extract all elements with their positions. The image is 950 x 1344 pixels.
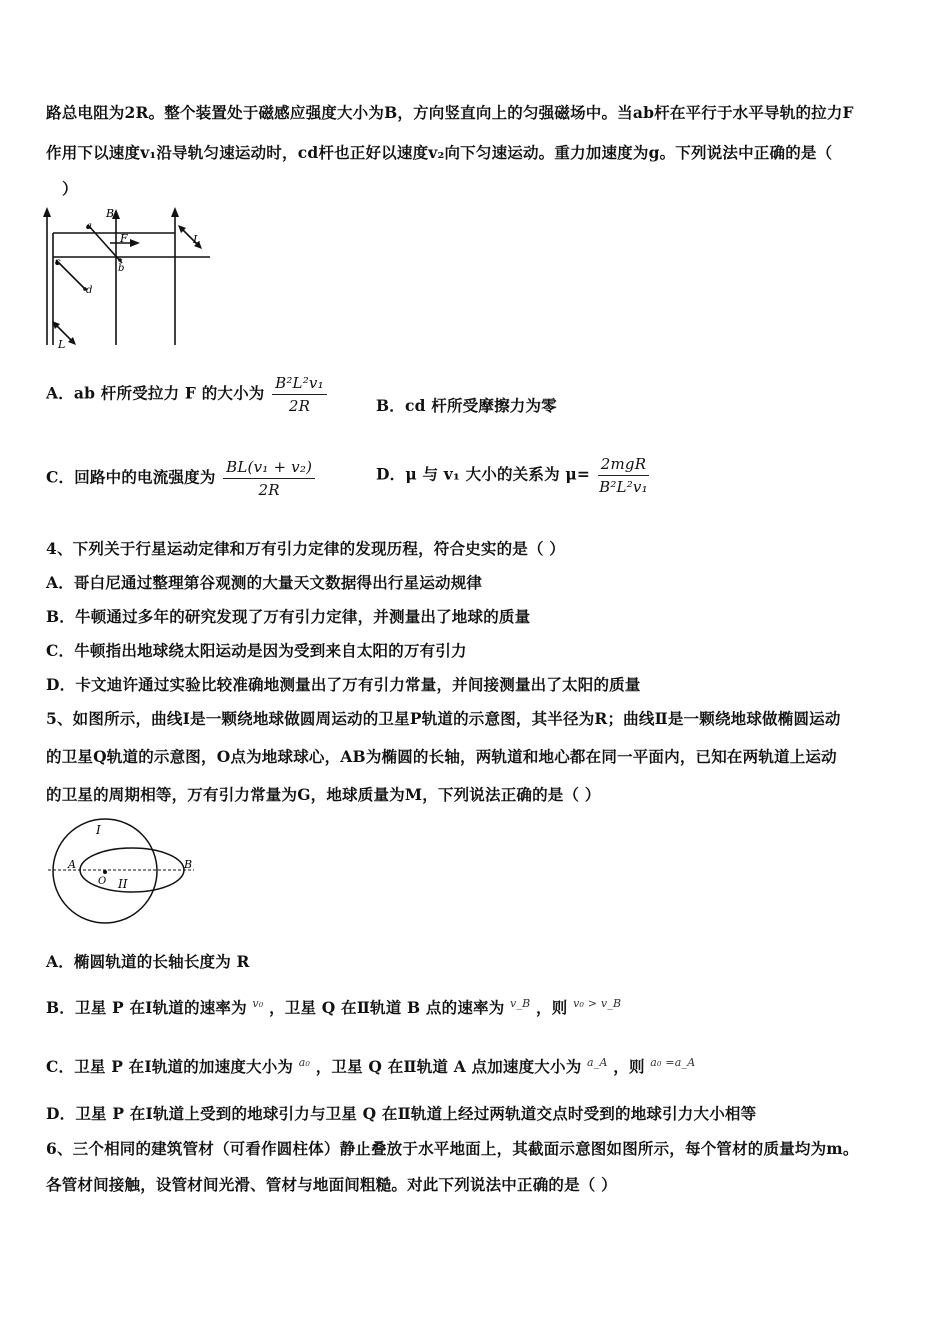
q5-option-c-a0: a₀	[298, 1055, 311, 1069]
q3-line-2: 作用下以速度v₁沿导轨匀速运动时，cd杆也正好以速度v₂向下匀速运动。重力加速度为g。下列说法中正确的是（	[46, 143, 833, 162]
q4-stem: 4、下列关于行星运动定律和万有引力定律的发现历程，符合史实的是（ ）	[46, 539, 565, 558]
q5-line-1: 5、如图所示，曲线Ⅰ是一颗绕地球做圆周运动的卫星P轨道的示意图，其半径为R；曲线Ⅱ是一颗绕地球做椭圆运动	[46, 709, 841, 728]
q6-line-1: 6、三个相同的建筑管材（可看作圆柱体）静止叠放于水平地面上，其截面示意图如图所示，每个管材的质量均为m。	[46, 1139, 859, 1158]
q5-line-2: 的卫星Q轨道的示意图，O点为地球球心，AB为椭圆的长轴，两轨道和地心都在同一平面内，已知在两轨道上运动	[46, 747, 837, 766]
fraction-numerator: 2mgR	[598, 453, 649, 476]
label-a: a	[86, 221, 92, 232]
q5-option-b-relation: v₀ > v_B	[573, 996, 622, 1010]
fraction-numerator: B²L²v₁	[272, 372, 327, 395]
q5-option-a: A．椭圆轨道的长轴长度为 R	[46, 952, 250, 971]
q3-option-d-fraction	[598, 453, 649, 498]
q5-option-c-aa: a_A	[587, 1055, 608, 1069]
label-b: b	[118, 263, 125, 274]
q5-option-b-vb: v_B	[510, 996, 531, 1010]
q4-option-d: D．卡文迪许通过实验比较准确地测量出了万有引力常量，并间接测量出了太阳的质量	[46, 675, 641, 694]
q5-option-b	[46, 996, 621, 1018]
label-L-bottom: L	[58, 338, 66, 351]
label-orbit-I: I	[96, 823, 101, 837]
q5-option-c-post: ，则	[613, 1057, 645, 1076]
q3-option-a	[46, 372, 329, 417]
q5-orbit-diagram	[46, 818, 206, 928]
q5-option-b-prefix: B．卫星 P 在Ⅰ轨道的速率为	[46, 998, 247, 1017]
label-B: B	[106, 207, 115, 220]
q5-option-c-prefix: C．卫星 P 在Ⅰ轨道的加速度大小为	[46, 1057, 294, 1076]
label-B: B	[184, 858, 193, 871]
fraction-denominator: 2R	[258, 481, 280, 499]
q5-option-c	[46, 1055, 695, 1077]
q4-option-b: B．牛顿通过多年的研究发现了万有引力定律，并测量出了地球的质量	[46, 607, 531, 626]
q5-option-d: D．卫星 P 在Ⅰ轨道上受到的地球引力与卫星 Q 在Ⅱ轨道上经过两轨道交点时受到的地球引力大小相等	[46, 1104, 757, 1123]
q5-option-b-post: ，则	[536, 998, 568, 1017]
fraction-numerator: BL(v₁ + v₂)	[223, 456, 315, 479]
fraction-denominator: 2R	[288, 397, 311, 415]
q3-option-a-fraction	[272, 372, 327, 417]
q3-option-d-text: D．μ 与 v₁ 大小的关系为 μ=	[376, 464, 591, 484]
q5-option-b-v0: v₀	[252, 996, 264, 1010]
q4-option-a: A．哥白尼通过整理第谷观测的大量天文数据得出行星运动规律	[46, 573, 483, 592]
label-c: c	[55, 257, 61, 268]
label-L-top: L	[193, 233, 201, 246]
q5-option-c-mid: ，卫星 Q 在Ⅱ轨道 A 点加速度大小为	[315, 1057, 582, 1076]
q3-rail-diagram	[40, 205, 220, 355]
q6-line-2: 各管材间接触，设管材间光滑、管材与地面间粗糙。对此下列说法中正确的是（ ）	[46, 1175, 617, 1194]
label-d: d	[86, 285, 93, 296]
q3-option-c-fraction	[223, 456, 315, 501]
q3-option-a-text: A．ab 杆所受拉力 F 的大小为	[46, 383, 265, 403]
q3-line-1: 路总电阻为2R。整个装置处于磁感应强度大小为B，方向竖直向上的匀强磁场中。当ab杆在平行于水平导轨的拉力F	[46, 103, 854, 122]
q3-option-c	[46, 456, 317, 501]
label-orbit-II: II	[118, 877, 128, 891]
label-O: O	[98, 876, 107, 887]
q5-line-3: 的卫星的周期相等，万有引力常量为G，地球质量为M，下列说法正确的是（ ）	[46, 785, 601, 804]
label-F: F	[120, 232, 128, 245]
q3-line-3: ）	[62, 179, 78, 198]
q5-option-b-mid: ，卫星 Q 在Ⅱ轨道 B 点的速率为	[269, 998, 505, 1017]
label-A: A	[68, 858, 76, 871]
q3-option-b: B．cd 杆所受摩擦力为零	[376, 396, 557, 415]
q3-option-d	[376, 453, 651, 498]
q5-option-c-relation: a₀ =a_A	[650, 1055, 696, 1069]
fraction-denominator: B²L²v₁	[599, 478, 648, 496]
q3-option-c-text: C．回路中的电流强度为	[46, 467, 216, 487]
q4-option-c: C．牛顿指出地球绕太阳运动是因为受到来自太阳的万有引力	[46, 641, 467, 660]
